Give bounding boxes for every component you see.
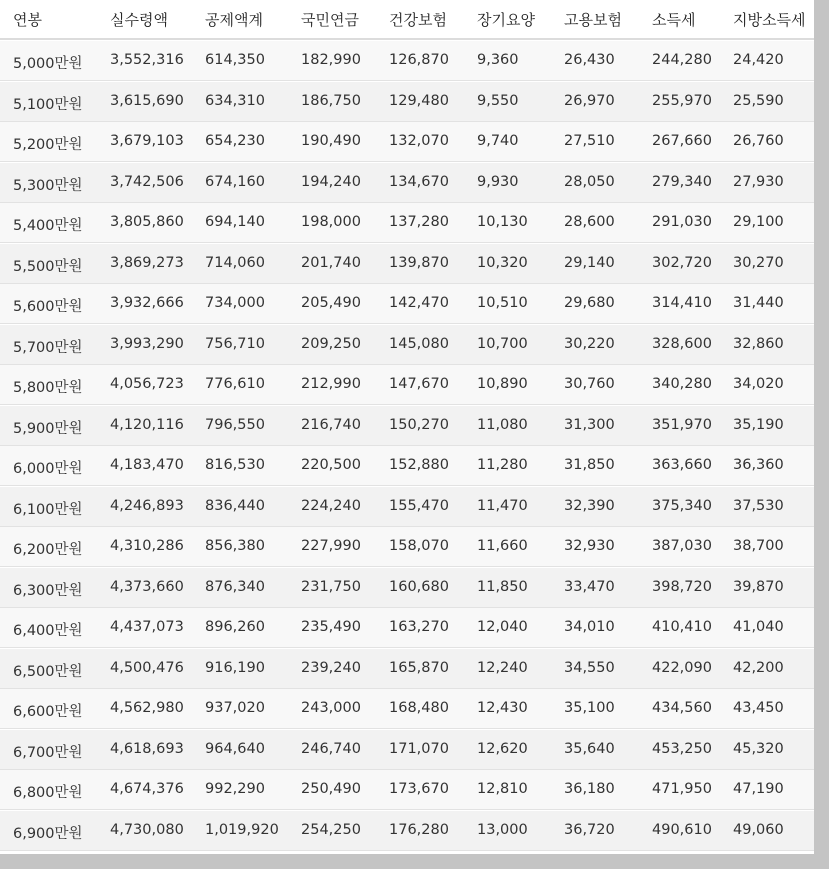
cell-employment-insurance: 31,300 (564, 416, 615, 433)
cell-health-insurance: 134,670 (389, 173, 449, 190)
cell-health-insurance: 173,670 (389, 781, 449, 797)
cell-health-insurance: 129,480 (389, 92, 449, 109)
cell-income-tax: 328,600 (652, 335, 712, 352)
cell-health-insurance: 171,070 (389, 740, 449, 757)
header-long-term-care: 장기요양 (477, 11, 535, 29)
cell-health-insurance: 150,270 (389, 416, 449, 433)
header-net-pay: 실수령액 (110, 11, 168, 29)
cell-income-tax: 363,660 (652, 457, 712, 473)
cell-income-tax: 244,280 (652, 52, 712, 68)
cell-employment-insurance: 32,390 (564, 497, 615, 514)
cell-income-tax: 279,340 (652, 173, 712, 190)
table-row (0, 689, 814, 729)
cell-health-insurance: 139,870 (389, 254, 449, 271)
cell-employment-insurance: 27,510 (564, 133, 615, 149)
cell-national-pension: 209,250 (301, 335, 361, 352)
cell-total-deduction: 694,140 (205, 214, 265, 230)
cell-salary: 6,300만원 (13, 582, 83, 599)
cell-long-term-care: 12,620 (477, 740, 528, 757)
cell-long-term-care: 10,890 (477, 376, 528, 392)
cell-employment-insurance: 28,600 (564, 214, 615, 230)
cell-salary: 6,500만원 (13, 663, 83, 680)
cell-health-insurance: 160,680 (389, 578, 449, 595)
cell-employment-insurance: 36,180 (564, 781, 615, 797)
cell-national-pension: 198,000 (301, 214, 361, 230)
cell-income-tax: 422,090 (652, 659, 712, 676)
cell-income-tax: 434,560 (652, 700, 712, 716)
cell-net-pay: 4,730,080 (110, 821, 184, 838)
cell-long-term-care: 10,510 (477, 295, 528, 311)
cell-long-term-care: 12,810 (477, 781, 528, 797)
cell-local-income-tax: 35,190 (733, 416, 784, 433)
cell-local-income-tax: 41,040 (733, 619, 784, 635)
cell-income-tax: 314,410 (652, 295, 712, 311)
cell-local-income-tax: 38,700 (733, 538, 784, 554)
cell-long-term-care: 9,550 (477, 92, 519, 109)
cell-income-tax: 302,720 (652, 254, 712, 271)
cell-health-insurance: 147,670 (389, 376, 449, 392)
cell-health-insurance: 158,070 (389, 538, 449, 554)
cell-total-deduction: 1,019,920 (205, 821, 279, 838)
cell-long-term-care: 11,280 (477, 457, 528, 473)
cell-net-pay: 3,869,273 (110, 254, 184, 271)
cell-long-term-care: 12,040 (477, 619, 528, 635)
table-row (0, 730, 814, 770)
cell-salary: 5,200만원 (13, 137, 83, 153)
cell-health-insurance: 152,880 (389, 457, 449, 473)
cell-net-pay: 4,056,723 (110, 376, 184, 392)
table-row (0, 82, 814, 122)
cell-employment-insurance: 34,010 (564, 619, 615, 635)
cell-long-term-care: 10,130 (477, 214, 528, 230)
cell-local-income-tax: 25,590 (733, 92, 784, 109)
cell-health-insurance: 137,280 (389, 214, 449, 230)
header-total-deduction: 공제액계 (205, 11, 263, 29)
cell-total-deduction: 916,190 (205, 659, 265, 676)
cell-national-pension: 205,490 (301, 295, 361, 311)
cell-health-insurance: 168,480 (389, 700, 449, 716)
cell-total-deduction: 654,230 (205, 133, 265, 149)
cell-income-tax: 410,410 (652, 619, 712, 635)
cell-income-tax: 490,610 (652, 821, 712, 838)
cell-income-tax: 291,030 (652, 214, 712, 230)
cell-employment-insurance: 26,430 (564, 52, 615, 68)
header-income-tax: 소득세 (652, 11, 696, 29)
table-row (0, 163, 814, 203)
table-row (0, 284, 814, 324)
cell-salary: 5,600만원 (13, 299, 83, 315)
cell-salary: 6,000만원 (13, 461, 83, 477)
cell-income-tax: 267,660 (652, 133, 712, 149)
cell-long-term-care: 9,740 (477, 133, 519, 149)
cell-local-income-tax: 34,020 (733, 376, 784, 392)
table-row (0, 568, 814, 608)
cell-national-pension: 182,990 (301, 52, 361, 68)
cell-total-deduction: 876,340 (205, 578, 265, 595)
cell-health-insurance: 163,270 (389, 619, 449, 635)
cell-income-tax: 453,250 (652, 740, 712, 757)
cell-health-insurance: 126,870 (389, 52, 449, 68)
cell-national-pension: 254,250 (301, 821, 361, 838)
cell-salary: 5,400만원 (13, 218, 83, 234)
cell-employment-insurance: 28,050 (564, 173, 615, 190)
table-row (0, 122, 814, 162)
cell-net-pay: 4,310,286 (110, 538, 184, 554)
cell-national-pension: 243,000 (301, 700, 361, 716)
cell-long-term-care: 9,930 (477, 173, 519, 190)
cell-national-pension: 186,750 (301, 92, 361, 109)
table-row (0, 365, 814, 405)
cell-health-insurance: 155,470 (389, 497, 449, 514)
cell-salary: 5,700만원 (13, 339, 83, 356)
table-row (0, 406, 814, 446)
cell-national-pension: 194,240 (301, 173, 361, 190)
cell-local-income-tax: 29,100 (733, 214, 784, 230)
cell-net-pay: 3,932,666 (110, 295, 184, 311)
cell-salary: 6,600만원 (13, 704, 83, 720)
cell-employment-insurance: 30,220 (564, 335, 615, 352)
cell-employment-insurance: 34,550 (564, 659, 615, 676)
cell-net-pay: 4,246,893 (110, 497, 184, 514)
cell-long-term-care: 10,700 (477, 335, 528, 352)
cell-long-term-care: 13,000 (477, 821, 528, 838)
cell-local-income-tax: 30,270 (733, 254, 784, 271)
cell-local-income-tax: 32,860 (733, 335, 784, 352)
cell-salary: 6,100만원 (13, 501, 83, 518)
table-row (0, 203, 814, 243)
cell-local-income-tax: 24,420 (733, 52, 784, 68)
cell-long-term-care: 9,360 (477, 52, 519, 68)
cell-national-pension: 224,240 (301, 497, 361, 514)
cell-net-pay: 4,437,073 (110, 619, 184, 635)
cell-health-insurance: 142,470 (389, 295, 449, 311)
cell-salary: 5,500만원 (13, 258, 83, 275)
cell-health-insurance: 145,080 (389, 335, 449, 352)
cell-total-deduction: 964,640 (205, 740, 265, 757)
table-row (0, 649, 814, 689)
cell-long-term-care: 11,080 (477, 416, 528, 433)
table-row (0, 770, 814, 810)
cell-total-deduction: 756,710 (205, 335, 265, 352)
cell-net-pay: 4,562,980 (110, 700, 184, 716)
cell-employment-insurance: 30,760 (564, 376, 615, 392)
cell-income-tax: 255,970 (652, 92, 712, 109)
cell-national-pension: 235,490 (301, 619, 361, 635)
cell-total-deduction: 714,060 (205, 254, 265, 271)
cell-income-tax: 471,950 (652, 781, 712, 797)
cell-health-insurance: 165,870 (389, 659, 449, 676)
cell-local-income-tax: 49,060 (733, 821, 784, 838)
cell-local-income-tax: 31,440 (733, 295, 784, 311)
table-row (0, 527, 814, 567)
cell-total-deduction: 796,550 (205, 416, 265, 433)
cell-total-deduction: 776,610 (205, 376, 265, 392)
cell-income-tax: 340,280 (652, 376, 712, 392)
cell-employment-insurance: 29,140 (564, 254, 615, 271)
cell-employment-insurance: 36,720 (564, 821, 615, 838)
cell-local-income-tax: 27,930 (733, 173, 784, 190)
table-row (0, 41, 814, 81)
table-row (0, 446, 814, 486)
cell-health-insurance: 176,280 (389, 821, 449, 838)
cell-total-deduction: 836,440 (205, 497, 265, 514)
header-health-insurance: 건강보험 (389, 11, 447, 29)
cell-long-term-care: 10,320 (477, 254, 528, 271)
cell-net-pay: 3,552,316 (110, 52, 184, 68)
cell-national-pension: 190,490 (301, 133, 361, 149)
cell-local-income-tax: 37,530 (733, 497, 784, 514)
cell-local-income-tax: 47,190 (733, 781, 784, 797)
cell-national-pension: 246,740 (301, 740, 361, 757)
cell-salary: 5,100만원 (13, 96, 83, 113)
header-employment-insurance: 고용보험 (564, 11, 622, 29)
cell-national-pension: 250,490 (301, 781, 361, 797)
cell-net-pay: 4,183,470 (110, 457, 184, 473)
cell-employment-insurance: 35,100 (564, 700, 615, 716)
cell-salary: 6,400만원 (13, 623, 83, 639)
cell-long-term-care: 11,470 (477, 497, 528, 514)
cell-net-pay: 4,120,116 (110, 416, 184, 433)
cell-income-tax: 398,720 (652, 578, 712, 595)
cell-net-pay: 4,500,476 (110, 659, 184, 676)
cell-national-pension: 231,750 (301, 578, 361, 595)
cell-local-income-tax: 45,320 (733, 740, 784, 757)
table-row (0, 811, 814, 851)
header-local-income-tax: 지방소득세 (733, 11, 806, 29)
cell-net-pay: 3,615,690 (110, 92, 184, 109)
cell-income-tax: 387,030 (652, 538, 712, 554)
bottom-shadow (0, 854, 829, 869)
cell-national-pension: 220,500 (301, 457, 361, 473)
cell-total-deduction: 634,310 (205, 92, 265, 109)
cell-employment-insurance: 29,680 (564, 295, 615, 311)
cell-salary: 5,000만원 (13, 56, 83, 72)
cell-local-income-tax: 36,360 (733, 457, 784, 473)
header-salary: 연봉 (13, 11, 42, 29)
cell-total-deduction: 937,020 (205, 700, 265, 716)
cell-total-deduction: 896,260 (205, 619, 265, 635)
cell-local-income-tax: 43,450 (733, 700, 784, 716)
cell-local-income-tax: 39,870 (733, 578, 784, 595)
cell-long-term-care: 12,240 (477, 659, 528, 676)
cell-income-tax: 351,970 (652, 416, 712, 433)
right-shadow (814, 0, 829, 869)
cell-long-term-care: 11,660 (477, 538, 528, 554)
cell-salary: 5,300만원 (13, 177, 83, 194)
cell-national-pension: 212,990 (301, 376, 361, 392)
cell-salary: 6,200만원 (13, 542, 83, 558)
cell-total-deduction: 816,530 (205, 457, 265, 473)
cell-net-pay: 3,805,860 (110, 214, 184, 230)
cell-salary: 6,900만원 (13, 825, 83, 842)
cell-long-term-care: 11,850 (477, 578, 528, 595)
cell-long-term-care: 12,430 (477, 700, 528, 716)
cell-net-pay: 3,993,290 (110, 335, 184, 352)
cell-national-pension: 201,740 (301, 254, 361, 271)
cell-net-pay: 3,679,103 (110, 133, 184, 149)
cell-national-pension: 216,740 (301, 416, 361, 433)
cell-income-tax: 375,340 (652, 497, 712, 514)
cell-salary: 5,900만원 (13, 420, 83, 437)
cell-net-pay: 4,373,660 (110, 578, 184, 595)
cell-local-income-tax: 42,200 (733, 659, 784, 676)
cell-health-insurance: 132,070 (389, 133, 449, 149)
cell-net-pay: 4,674,376 (110, 781, 184, 797)
table-row (0, 244, 814, 284)
cell-net-pay: 3,742,506 (110, 173, 184, 190)
cell-salary: 6,800만원 (13, 785, 83, 801)
table-header-row (0, 0, 814, 40)
cell-employment-insurance: 32,930 (564, 538, 615, 554)
cell-total-deduction: 856,380 (205, 538, 265, 554)
cell-employment-insurance: 31,850 (564, 457, 615, 473)
cell-total-deduction: 734,000 (205, 295, 265, 311)
cell-employment-insurance: 35,640 (564, 740, 615, 757)
cell-total-deduction: 614,350 (205, 52, 265, 68)
table-row (0, 325, 814, 365)
cell-total-deduction: 992,290 (205, 781, 265, 797)
header-national-pension: 국민연금 (301, 11, 359, 29)
table-row (0, 608, 814, 648)
cell-salary: 5,800만원 (13, 380, 83, 396)
cell-local-income-tax: 26,760 (733, 133, 784, 149)
cell-employment-insurance: 26,970 (564, 92, 615, 109)
table-row (0, 487, 814, 527)
cell-salary: 6,700만원 (13, 744, 83, 761)
cell-net-pay: 4,618,693 (110, 740, 184, 757)
cell-national-pension: 239,240 (301, 659, 361, 676)
cell-employment-insurance: 33,470 (564, 578, 615, 595)
cell-total-deduction: 674,160 (205, 173, 265, 190)
cell-national-pension: 227,990 (301, 538, 361, 554)
